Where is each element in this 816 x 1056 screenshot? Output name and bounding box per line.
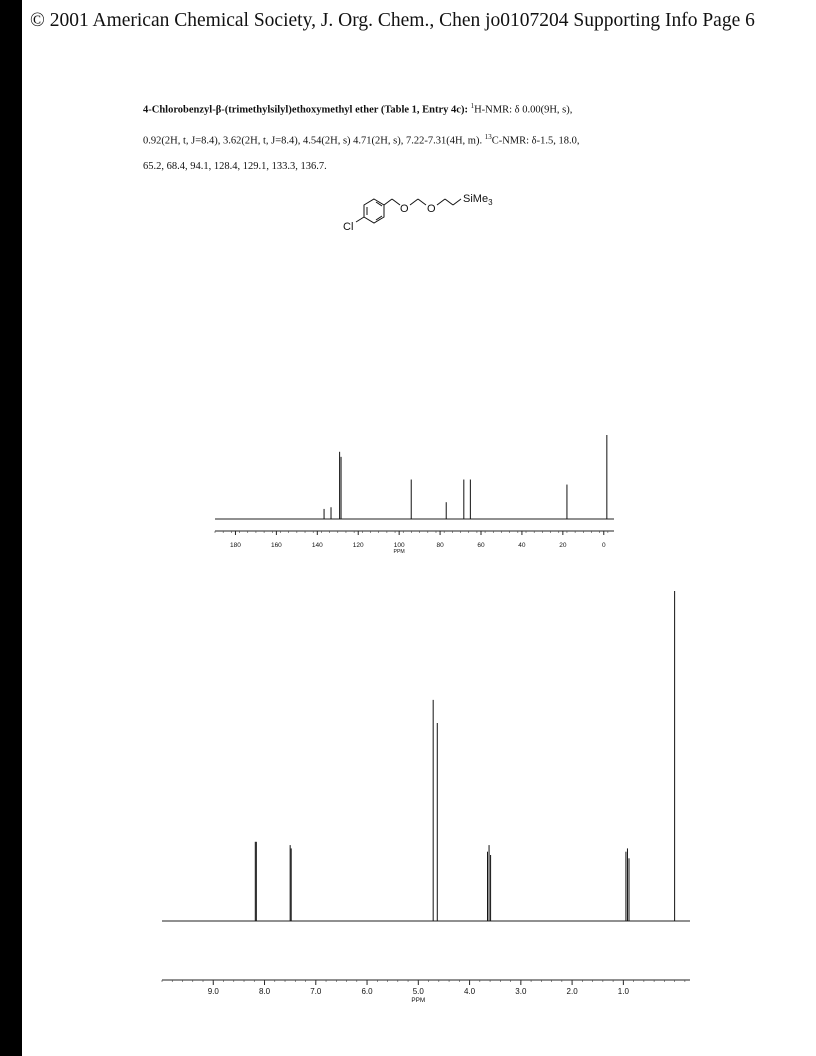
c-nmr-superscript: 13 (484, 132, 492, 141)
c-nmr-values: 65.2, 68.4, 94.1, 128.4, 129.1, 133.3, 136.7. (143, 161, 327, 172)
c13-tick-label: 20 (559, 542, 567, 549)
h1-tick-label: 8.0 (258, 987, 271, 996)
c13-tick-label: 40 (518, 542, 526, 549)
h-nmr-values: 0.92(2H, t, J=8.4), 3.62(2H, t, J=8.4), 4.54(2H, s) 4.71(2H, s), 7.22-7.31(4H, m). (143, 135, 483, 146)
chlorine-label: Cl (343, 221, 354, 233)
c13-axis-label: PPM (393, 549, 405, 555)
c13-tick-label: 100 (393, 542, 405, 549)
c13-tick-label: 120 (352, 542, 364, 549)
sime3-label: SiMe$_3$ (463, 193, 493, 207)
h1-tick-label: 3.0 (515, 987, 527, 996)
copyright-header: © 2001 American Chemical Society, J. Org. Chem., Chen jo0107204 Supporting Info Page 6 (30, 10, 755, 31)
c13-tick-label: 80 (436, 542, 444, 549)
h1-tick-label: 2.0 (566, 987, 578, 996)
h-nmr-label: H-NMR: δ 0.00(9H, s), (474, 104, 573, 116)
h1-tick-label: 4.0 (464, 987, 476, 996)
h1-tick-label: 7.0 (310, 987, 322, 996)
oxygen-label-1: O (400, 203, 409, 215)
h1-tick-label: 5.0 (412, 987, 424, 996)
h1-axis-label: PPM (411, 997, 426, 1004)
oxygen-label-2: O (427, 203, 436, 215)
h-nmr-superscript: 1 (470, 102, 475, 110)
h1-tick-label: 9.0 (207, 987, 219, 996)
h1-tick-label: 6.0 (361, 987, 373, 996)
c13-tick-label: 140 (311, 542, 323, 549)
c-nmr-label: C-NMR: δ-1.5, 18.0, (491, 135, 580, 146)
c13-tick-label: 0 (601, 542, 606, 549)
h1-tick-label: 1.0 (617, 987, 629, 996)
compound-title: 4-Chlorobenzyl-β-(trimethylsilyl)ethoxymethyl ether (Table 1, Entry 4c): (143, 104, 468, 116)
c13-tick-label: 180 (230, 542, 241, 549)
c13-tick-label: 60 (477, 542, 485, 549)
c13-tick-label: 160 (270, 542, 282, 549)
